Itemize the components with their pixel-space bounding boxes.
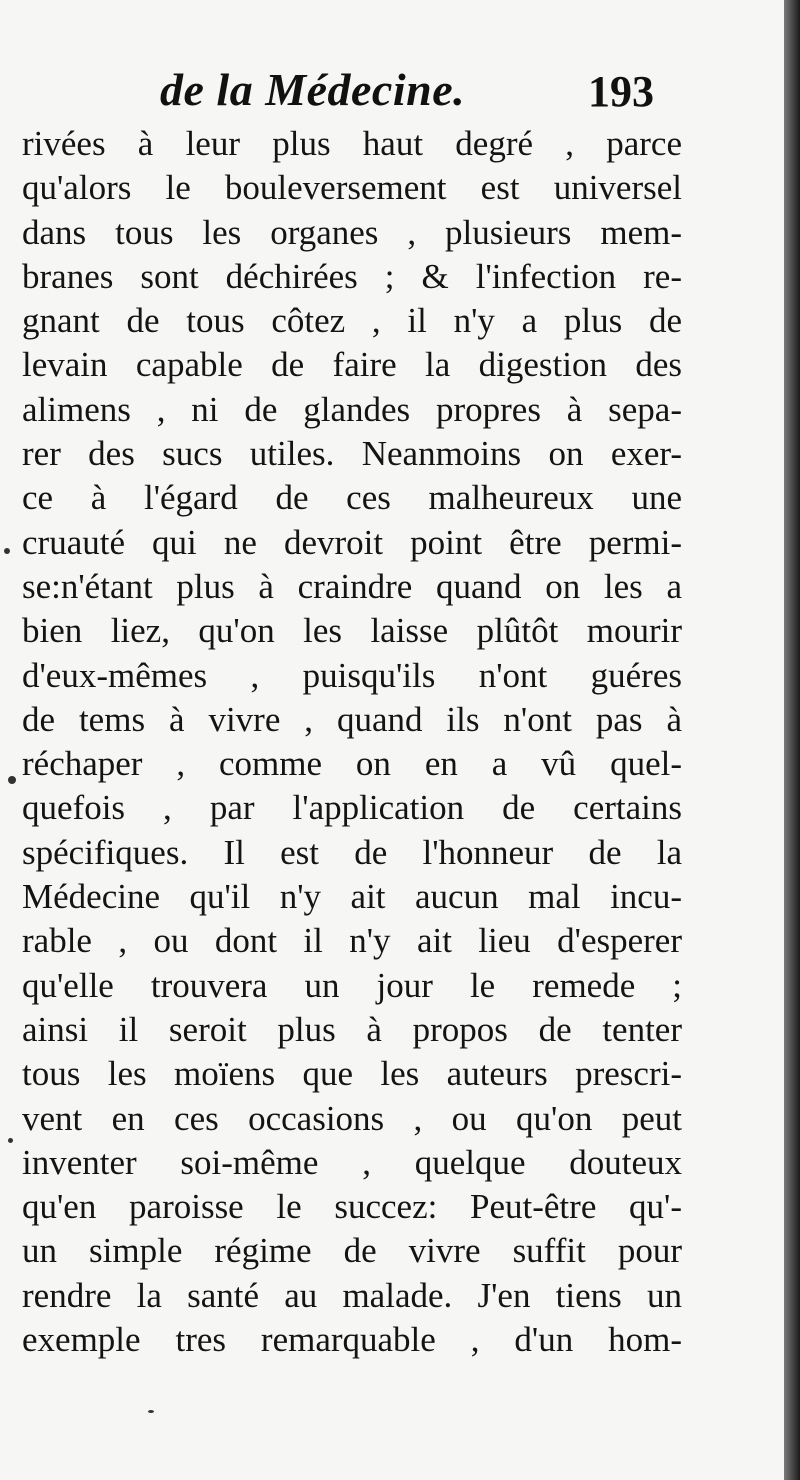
- text-line: cruauté qui ne devroit point être permi-: [22, 522, 682, 562]
- text-line: réchaper , comme on en a vû quel-: [22, 744, 682, 784]
- text-line: rendre la santé au malade. J'en tiens un: [22, 1275, 682, 1315]
- text-line: se:n'étant plus à craindre quand on les a: [22, 566, 682, 606]
- page-edge-shadow: [784, 0, 800, 1480]
- ink-speck: [8, 776, 16, 784]
- running-title: de la Médecine.: [160, 64, 466, 115]
- page-header: [0, 62, 784, 122]
- text-line: exemple tres remarquable , d'un hom-: [22, 1320, 682, 1360]
- text-line: rivées à leur plus haut degré , parce: [22, 124, 682, 163]
- text-line: dans tous les organes , plusieurs mem-: [22, 212, 682, 252]
- text-line: Médecine qu'il n'y ait aucun mal incu-: [22, 877, 682, 917]
- page-number: 193: [588, 67, 654, 116]
- text-line: qu'alors le bouleversement est universel: [22, 168, 682, 208]
- ink-speck: [148, 1410, 154, 1413]
- text-line: un simple régime de vivre suffit pour: [22, 1231, 682, 1271]
- text-line: de tems à vivre , quand ils n'ont pas à: [22, 699, 682, 739]
- text-line: gnant de tous côtez , il n'y a plus de: [22, 301, 682, 341]
- ink-speck: [4, 548, 10, 554]
- text-line: quefois , par l'application de certains: [22, 788, 682, 828]
- text-line: ainsi il seroit plus à propos de tenter: [22, 1009, 682, 1049]
- text-line: alimens , ni de glandes propres à sepa-: [22, 389, 682, 429]
- text-line: bien liez, qu'on les laisse plûtôt mourir: [22, 611, 682, 651]
- text-line: rable , ou dont il n'y ait lieu d'esperer: [22, 921, 682, 961]
- body-text: [22, 122, 682, 1362]
- text-line: qu'en paroisse le succez: Peut-être qu'-: [22, 1187, 682, 1227]
- text-line: qu'elle trouvera un jour le remede ;: [22, 965, 682, 1005]
- text-line: branes sont déchirées ; & l'infection re-: [22, 256, 682, 296]
- text-line: inventer soi-même , quelque douteux: [22, 1142, 682, 1182]
- text-line: vent en ces occasions , ou qu'on peut: [22, 1098, 682, 1138]
- text-line: spécifiques. Il est de l'honneur de la: [22, 832, 682, 872]
- text-line: d'eux-mêmes , puisqu'ils n'ont guéres: [22, 655, 682, 695]
- text-line: ce à l'égard de ces malheureux une: [22, 478, 682, 518]
- text-line: rer des sucs utiles. Neanmoins on exer-: [22, 434, 682, 474]
- text-line: levain capable de faire la digestion des: [22, 345, 682, 385]
- text-line: tous les moïens que les auteurs prescri-: [22, 1054, 682, 1094]
- ink-speck: [8, 1138, 13, 1143]
